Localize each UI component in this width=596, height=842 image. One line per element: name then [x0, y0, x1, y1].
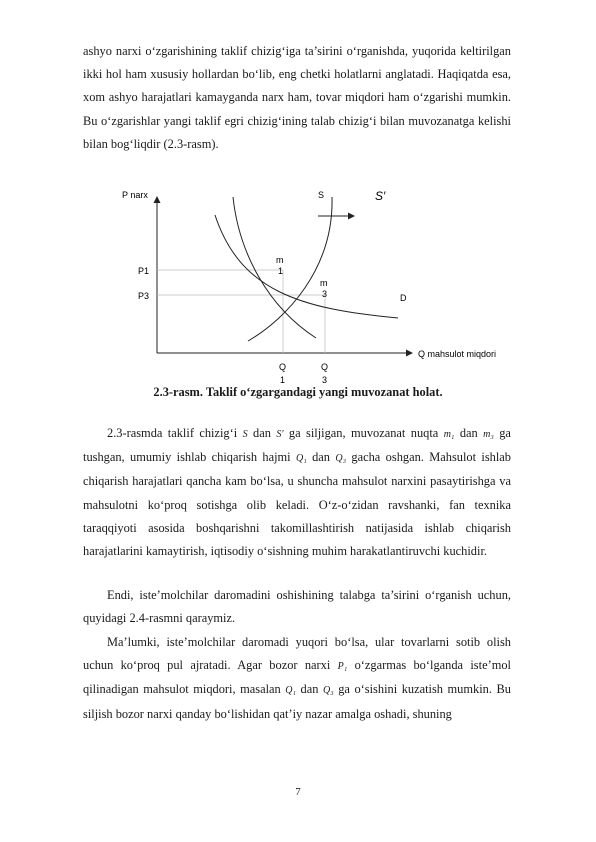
y-tick-p3: P3: [138, 291, 150, 301]
label-d: D: [400, 293, 407, 303]
point-m3-label: m 3: [320, 278, 328, 299]
label-s: S: [318, 190, 325, 200]
x-tick-q1: Q 1: [279, 362, 287, 383]
y-axis-label: P narx: [122, 190, 148, 200]
x-axis-label: Q mahsulot miqdori: [418, 349, 497, 359]
label-s-prime: S′: [375, 189, 386, 203]
paragraph-2: 2.3-rasmda taklif chizig‘i S dan S′ ga siljigan, muvozanat nuqta m₁ dan m₃ ga tushgan, umumiy ishlab chiqarish hajmi Q₁ dan Q₃ gacha oshgan. Mahsulot ishlab chiqarish harajatlari qancha kam bo‘lsa, u shuncha mahsulot narxini pasaytirishga va mahsulotni ko‘proq sotishga olib keladi. O‘z-o‘zidan ravshanki, fan texnika taraqqiyoti asosida boshqarishni takomillashtirish natijasida ishlab chiqarish harajatlarini kamaytirish, iqtisodiy o‘sishning muhim harakatlantiruvchi kuchidir.: [83, 426, 511, 559]
supply-curve-s-prime: [248, 197, 332, 341]
figure-2-3: [0, 183, 596, 383]
figure-caption: 2.3-rasm. Taklif o‘zgargandagi yangi muvozanat holat.: [153, 385, 443, 399]
paragraph-1: ashyo narxi o‘zgarishining taklif chizig‘iga ta’sirini o‘rganishda, yuqorida keltirilgan ikki hol ham xususiy hollardan bo‘lib, eng chetki holatlarni anglatadi. Haqiqatda esa, xom ashyo harajatlari kamayganda narx ham, tovar miqdori ham o‘zgarishi mumkin. Bu o‘zgarishlar yangi taklif egri chizig‘ining talab chizig‘i bilan muvozanatga kelishi bilan bog‘liqdir (2.3-rasm).: [83, 44, 511, 151]
x-tick-q3: Q 3: [321, 362, 329, 383]
y-tick-p1: P1: [138, 266, 150, 276]
demand-curve-d: [215, 215, 398, 318]
paragraph-4: Ma’lumki, iste’molchilar daromadi yuqori bo‘lsa, ular tovarlarni sotib olish uchun ko‘proq pul ajratadi. Agar bozor narxi P₁ o‘zgarmas bo‘lganda iste’mol qilinadigan mahsulot miqdori, masalan Q₁ dan Q₃ ga o‘sishini kuzatish mumkin. Bu siljish bozor narxi qanday bo‘lishidan qat’iy nazar amalga oshadi, shuning: [83, 635, 511, 721]
page-number: 7: [295, 786, 301, 798]
point-m1-label: m 1: [276, 255, 284, 276]
paragraph-3: Endi, iste’molchilar daromadini oshishining talabga ta’sirini o‘rganish uchun, quyidagi 2.4-rasmni qaraymiz.: [83, 588, 511, 626]
